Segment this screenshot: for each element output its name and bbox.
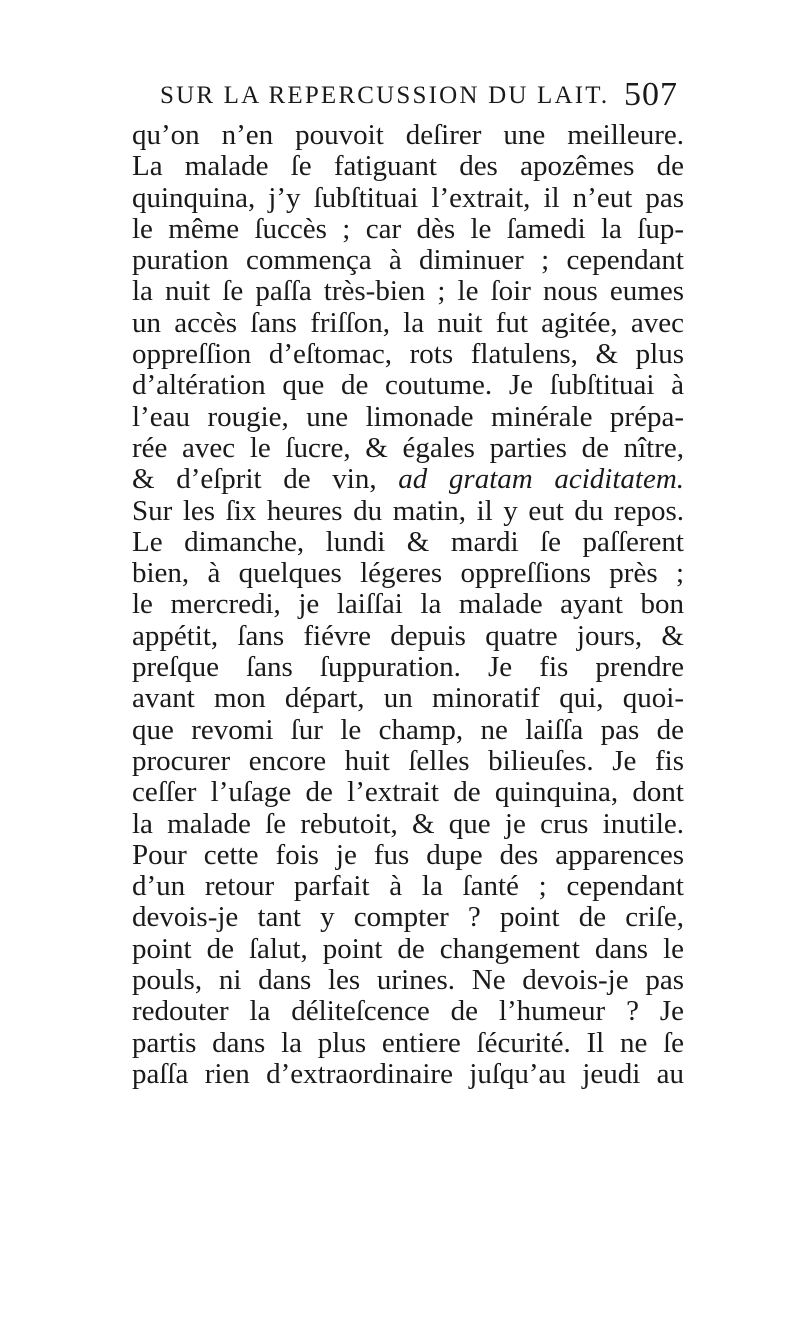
text-line <box>132 308 684 339</box>
text-line-content: partis dans la plus entiere ſécurité. Il ne ſe <box>132 1026 684 1059</box>
text-line-content: Sur les ſix heures du matin, il y eut du repos. <box>132 494 684 527</box>
text-line-content: un accès ſans friſſon, la nuit fut agitée, avec <box>132 306 684 339</box>
text-line-content: bien, à quelques légeres oppreſſions près ; <box>132 557 684 590</box>
text-line <box>132 1059 684 1090</box>
text-line <box>132 496 684 527</box>
text-line <box>132 339 684 370</box>
text-line-content: oppreſſion d’eſtomac, rots flatulens, & plus <box>132 338 684 371</box>
text-line-content: Pour cette fois je fus dupe des apparences <box>132 838 684 871</box>
italic-phrase: ad gratam aciditatem. <box>398 463 685 496</box>
text-line <box>132 965 684 996</box>
text-line <box>132 214 684 245</box>
text-line-content: point de ſalut, point de changement dans le <box>132 932 684 965</box>
body-text <box>132 120 684 1090</box>
text-line <box>132 996 684 1027</box>
text-line-content: rée avec le ſucre, & égales parties de nître, <box>132 431 684 464</box>
text-line <box>132 934 684 965</box>
text-line <box>132 527 684 558</box>
page-header <box>140 78 680 118</box>
text-line-content: le même ſuccès ; car dès le ſamedi la ſup- <box>132 212 684 245</box>
text-line <box>132 245 684 276</box>
text-line <box>132 746 684 777</box>
text-line <box>132 402 684 433</box>
text-line <box>132 715 684 746</box>
text-line <box>132 683 684 714</box>
text-line <box>132 840 684 871</box>
text-line <box>132 120 684 151</box>
text-line-content: l’eau rougie, une limonade minérale prépa- <box>132 400 684 433</box>
text-line <box>132 652 684 683</box>
text-line-content: d’un retour parfait à la ſanté ; cependant <box>132 870 684 903</box>
text-line-content: redouter la délitеſcence de l’humeur ? Je <box>132 995 684 1028</box>
text-line-content: & d’eſprit de vin, <box>132 463 377 496</box>
text-line-content: le mercredi, je laiſſai la malade ayant bon <box>132 588 684 621</box>
text-line <box>132 151 684 182</box>
text-line <box>132 902 684 933</box>
text-line-content: paſſa rien d’extraordinaire juſqu’au jeudi au <box>132 1057 684 1090</box>
text-line-content: d’altération que de coutume. Je ſubſtituai à <box>132 369 684 402</box>
text-line <box>132 777 684 808</box>
text-line <box>132 183 684 214</box>
text-line-content: la nuit ſe paſſa très-bien ; le ſoir nous eumes <box>132 275 684 308</box>
text-line <box>132 809 684 840</box>
text-line-content: que revomi ſur le champ, ne laiſſa pas de <box>132 713 684 746</box>
text-line-content: puration commença à diminuer ; cependant <box>132 244 684 277</box>
page-number: 507 <box>624 76 678 113</box>
text-line <box>132 1028 684 1059</box>
text-line-content: quinquina, j’y ſubſtituai l’extrait, il n’eut pas <box>132 181 684 214</box>
text-line <box>132 589 684 620</box>
text-line-content: Le dimanche, lundi & mardi ſe paſſerent <box>132 525 684 558</box>
text-line-content: avant mon départ, un minoratif qui, quoi- <box>132 682 684 715</box>
text-line-content: pouls, ni dans les urines. Ne devois-je pas <box>132 964 684 997</box>
text-line <box>132 370 684 401</box>
text-line-content: appétit, ſans fiévre depuis quatre jours, & <box>132 619 684 652</box>
text-line-content: La malade ſe fatiguant des apozêmes de <box>132 150 684 183</box>
text-line-content: devois-je tant y compter ? point de criſe, <box>132 901 684 934</box>
text-line <box>132 276 684 307</box>
text-line-content: preſque ſans ſuppuration. Je fis prendre <box>132 651 684 684</box>
text-line-content: procurer encore huit ſelles bilieuſes. Je fis <box>132 744 684 777</box>
text-line-content: qu’on n’en pouvoit deſirer une meilleure. <box>132 119 684 151</box>
text-line <box>132 464 684 495</box>
running-title: SUR LA REPERCUSSION DU LAIT. <box>160 82 610 109</box>
text-line <box>132 621 684 652</box>
text-line <box>132 871 684 902</box>
text-line-content: ceſſer l’uſage de l’extrait de quinquina, dont <box>132 776 684 809</box>
text-line <box>132 433 684 464</box>
text-line-content: la malade ſe rebutoit, & que je crus inutile. <box>132 807 684 840</box>
text-line <box>132 558 684 589</box>
